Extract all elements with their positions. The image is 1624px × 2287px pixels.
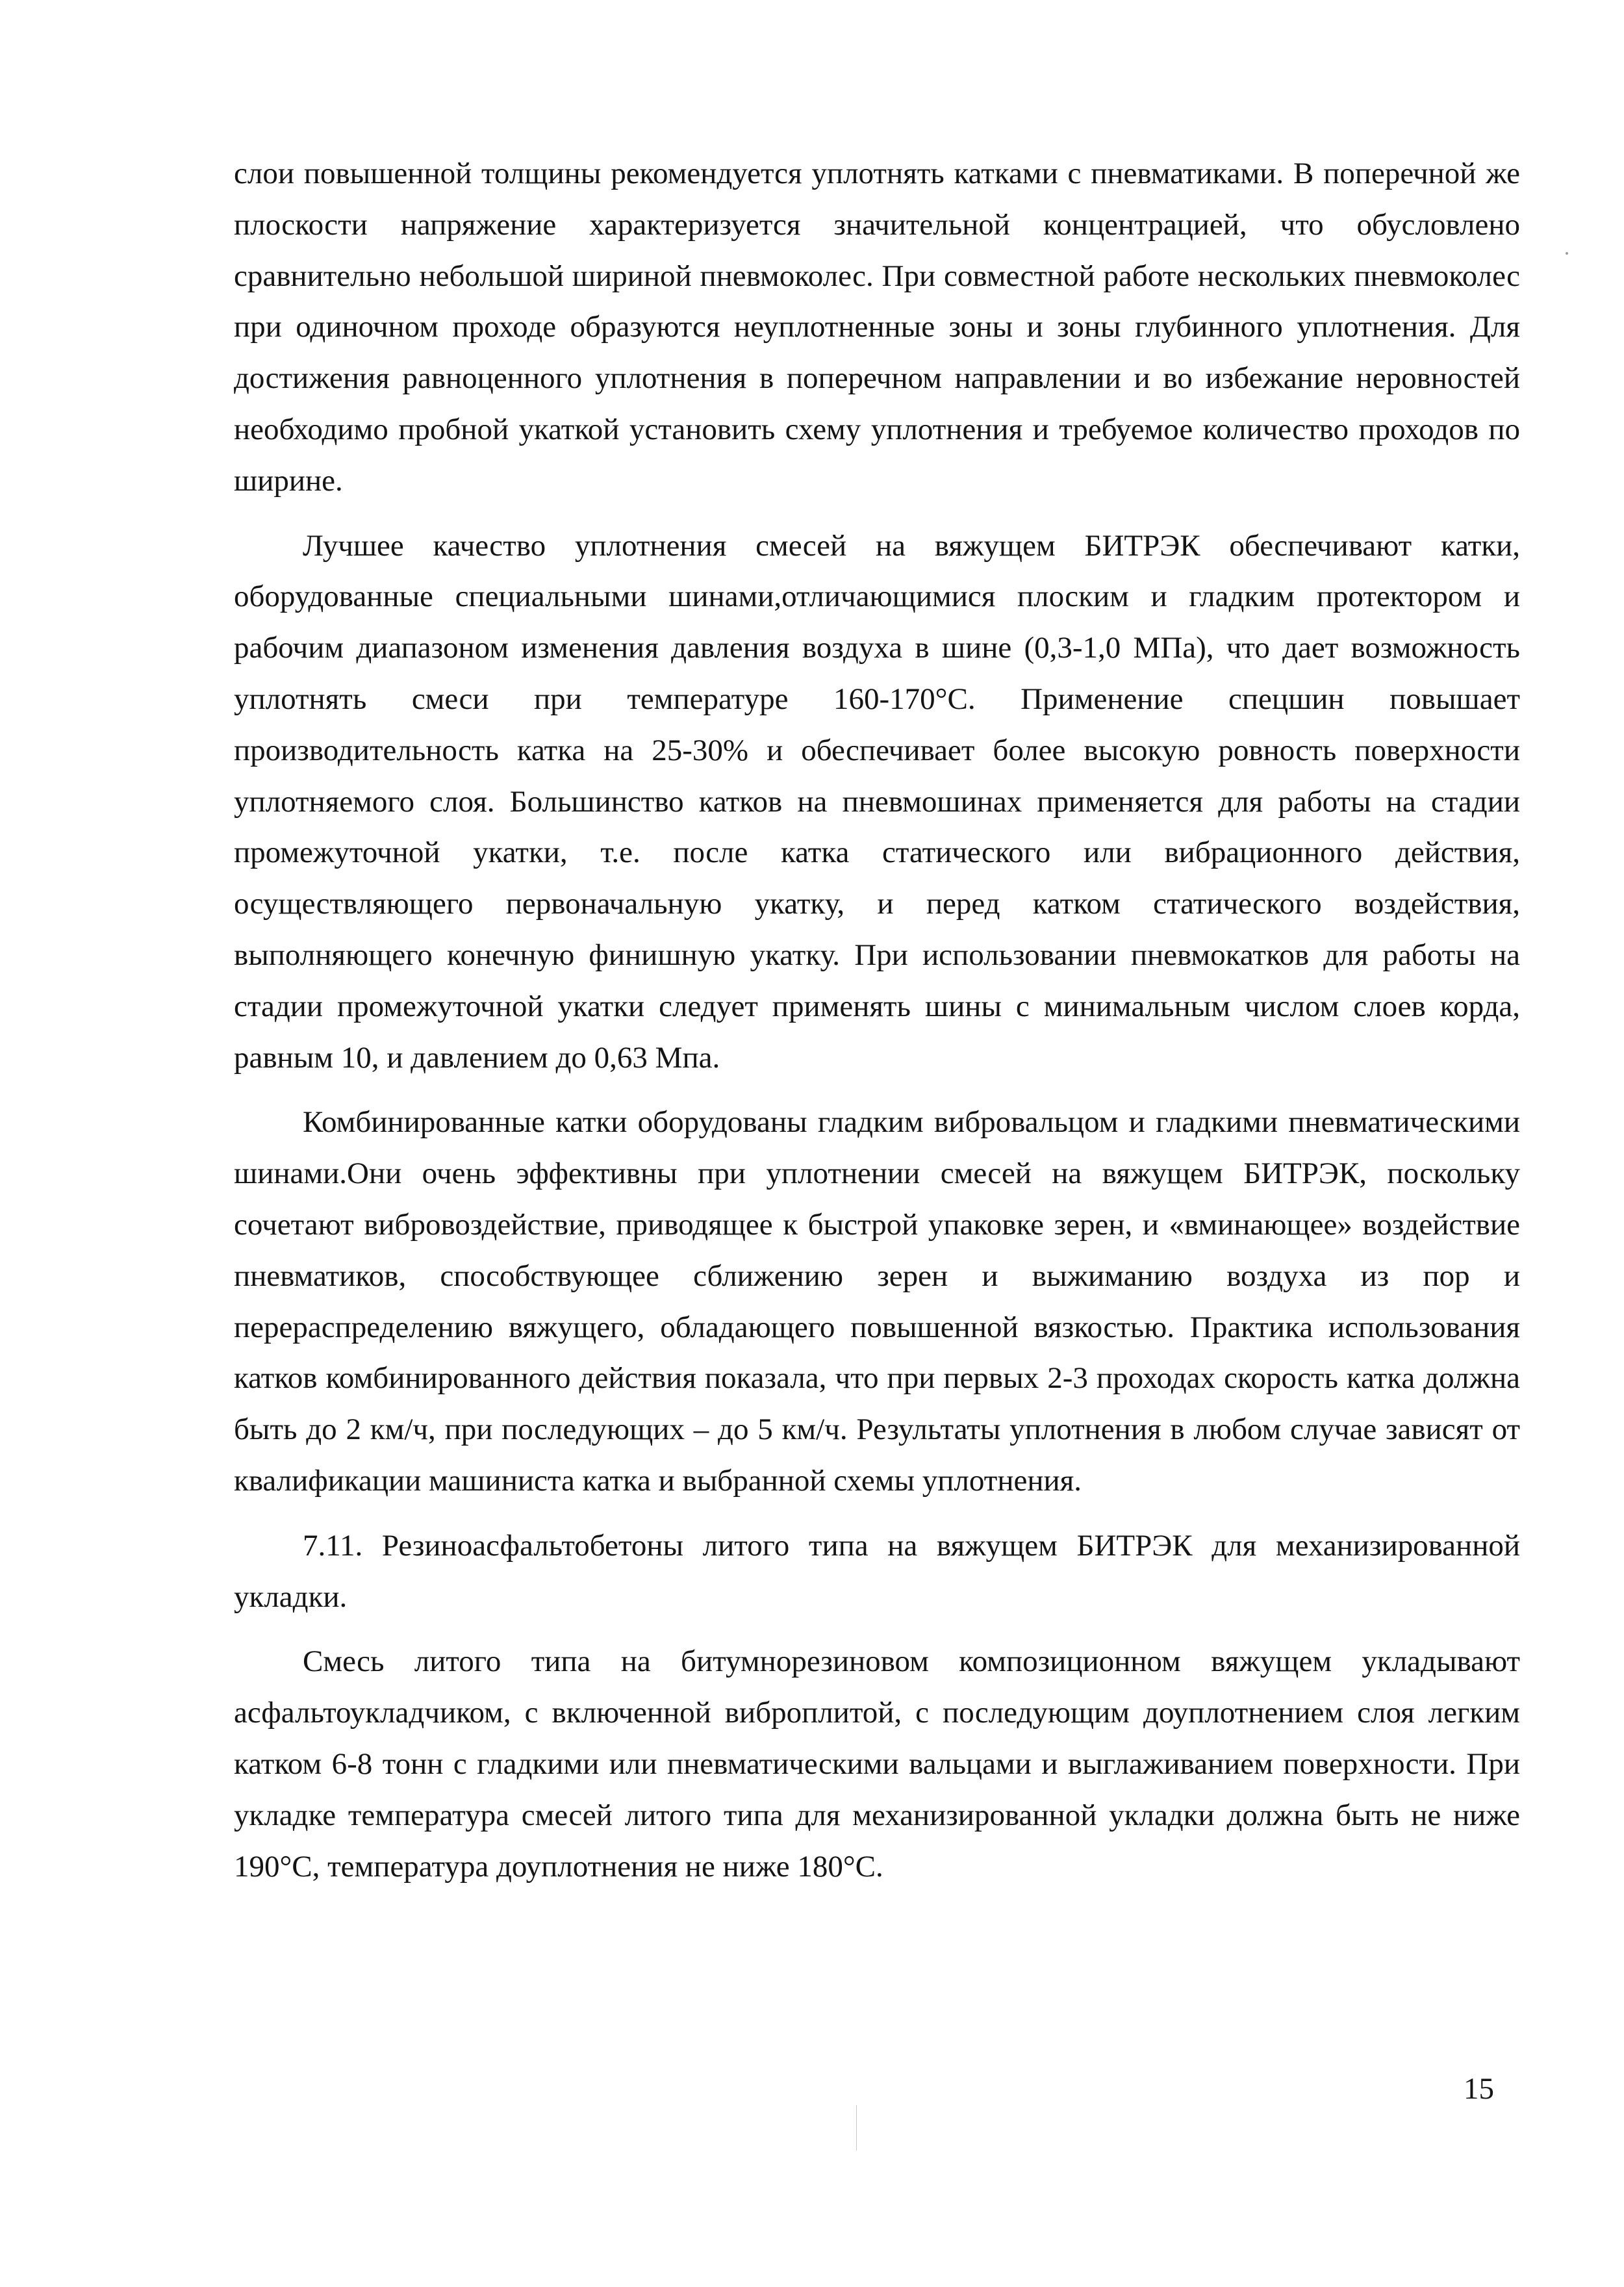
- paragraph-gap: [234, 1507, 1520, 1520]
- body-text: [234, 148, 1520, 1892]
- paragraph-gap: [234, 1622, 1520, 1636]
- paragraph-cast-mix: Смесь литого типа на битумнорезиновом композиционном вяжущем укладывают асфальтоукладчиком, с включенной виброплитой, с последующим доуплотнением слоя легким катком 6-8 тонн с гладкими или пневматическими вальцами и выглаживанием поверхности. При укладке температура смесей литого типа для механизированной укладки должна быть не ниже 190°С, температура доуплотнения не ниже 180°С.: [234, 1644, 1520, 1884]
- paragraph-gap: [234, 507, 1520, 520]
- paragraph-combined-rollers: Комбинированные катки оборудованы гладким вибровальцом и гладкими пневматическими шинами.Они очень эффективны при уплотнении смесей на вяжущем БИТРЭК, поскольку сочетают вибровоздействие, приводящее к быстрой упаковке зерен, и «вминающее» воздействие пневматиков, способствующее сближению зерен и выжиманию воздуха из пор и перераспределению вяжущего, обладающего повышенной вязкостью. Практика использования катков комбинированного действия показала, что при первых 2-3 проходах скорость катка должна быть до 2 км/ч, при последующих – до 5 км/ч. Результаты уплотнения в любом случае зависят от квалификации машиниста катка и выбранной схемы уплотнения.: [234, 1105, 1520, 1498]
- section-heading-7-11: 7.11. Резиноасфальтобетоны литого типа на вяжущем БИТРЭК для механизированной укладки.: [234, 1528, 1520, 1614]
- page-number: 15: [1464, 2072, 1494, 2106]
- scan-streak: [856, 2105, 857, 2151]
- paragraph-special-tires: Лучшее качество уплотнения смесей на вяжущем БИТРЭК обеспечивают катки, оборудованные специальными шинами,отличающимися плоским и гладким протектором и рабочим диапазоном изменения давления воздуха в шине (0,3-1,0 МПа), что дает возможность уплотнять смеси при температуре 160-170°С. Применение спецшин повышает производительность катка на 25-30% и обеспечивает более высокую ровность поверхности уплотняемого слоя. Большинство катков на пневмошинах применяется для работы на стадии промежуточной укатки, т.е. после катка статического или вибрационного действия, осуществляющего первоначальную укатку, и перед катком статического воздействия, выполняющего конечную финишную укатку. При использовании пневмокатков для работы на стадии промежуточной укатки следует применять шины с минимальным числом слоев корда, равным 10, и давлением до 0,63 Мпа.: [234, 528, 1520, 1075]
- paragraph-continuation: слои повышенной толщины рекомендуется уплотнять катками с пневматиками. В поперечной же плоскости напряжение характеризуется значительной концентрацией, что обусловлено сравнительно небольшой шириной пневмоколес. При совместной работе нескольких пневмоколес при одиночном проходе образуются неуплотненные зоны и зоны глубинного уплотнения. Для достижения равноценного уплотнения в поперечном направлении и во избежание неровностей необходимо пробной укаткой установить схему уплотнения и требуемое количество проходов по ширине.: [234, 157, 1520, 498]
- paragraph-gap: [234, 1083, 1520, 1097]
- scan-speck: [1566, 252, 1568, 255]
